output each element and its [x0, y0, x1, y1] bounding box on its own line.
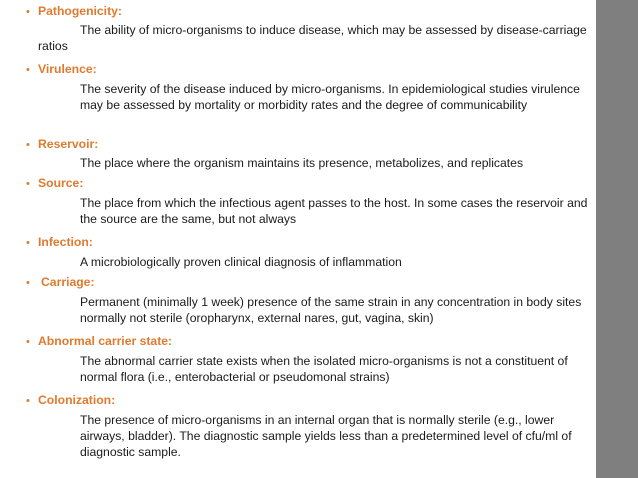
definition-abnormal-carrier-state: The abnormal carrier state exists when the isolated micro-organisms is not a constituent of normal flora (i.e., enterobacterial or pseudomonal strains)	[80, 354, 568, 384]
bullet-dot-icon: •	[26, 395, 30, 407]
definition-source: The place from which the infectious agent passes to the host. In some cases the reservoir and the source are the same, but not always	[80, 196, 588, 226]
bullet-dot-icon: •	[26, 64, 30, 76]
bullet-colonization	[26, 393, 115, 410]
bullet-dot-icon: •	[26, 237, 30, 249]
bullet-virulence	[26, 62, 97, 79]
side-decoration-bar	[596, 0, 638, 478]
term-virulence: Virulence:	[38, 62, 97, 76]
bullet-abnormal-carrier-state	[26, 334, 172, 351]
bullet-carriage	[26, 275, 95, 292]
term-reservoir: Reservoir:	[38, 137, 99, 151]
definition-virulence: The severity of the disease induced by micro-organisms. In epidemiological studies virulence may be assessed by mortality or morbidity rates and the degree of communicability	[80, 82, 580, 112]
term-colonization: Colonization:	[38, 393, 116, 407]
bullet-pathogenicity	[26, 4, 122, 21]
bullet-dot-icon: •	[26, 139, 30, 151]
bullet-dot-icon: •	[26, 178, 30, 190]
term-carriage: Carriage:	[41, 275, 95, 289]
bullet-infection	[26, 235, 93, 252]
bullet-dot-icon: •	[26, 277, 30, 289]
definition-colonization: The presence of micro-organisms in an internal organ that is normally sterile (e.g., lower airways, bladder). The diagnostic sample yields less than a predetermined level of cfu/ml of diagnostic sample.	[80, 413, 572, 459]
term-abnormal-carrier-state: Abnormal carrier state:	[38, 334, 173, 348]
definition-carriage: Permanent (minimally 1 week) presence of the same strain in any concentration in body sites normally not sterile (oropharynx, external nares, gut, vagina, skin)	[80, 295, 582, 325]
bullet-dot-icon: •	[26, 336, 30, 348]
term-infection: Infection:	[38, 235, 93, 249]
bullet-dot-icon: •	[26, 6, 30, 18]
definition-reservoir: The place where the organism maintains its presence, metabolizes, and replicates	[80, 156, 524, 170]
definition-pathogenicity: The ability of micro-organisms to induce disease, which may be assessed by disease-carriage ratios	[38, 23, 587, 53]
term-source: Source:	[38, 176, 84, 190]
definition-infection: A microbiologically proven clinical diagnosis of inflammation	[80, 255, 402, 269]
bullet-source	[26, 176, 83, 193]
bullet-reservoir	[26, 137, 98, 154]
term-pathogenicity: Pathogenicity:	[38, 4, 122, 18]
